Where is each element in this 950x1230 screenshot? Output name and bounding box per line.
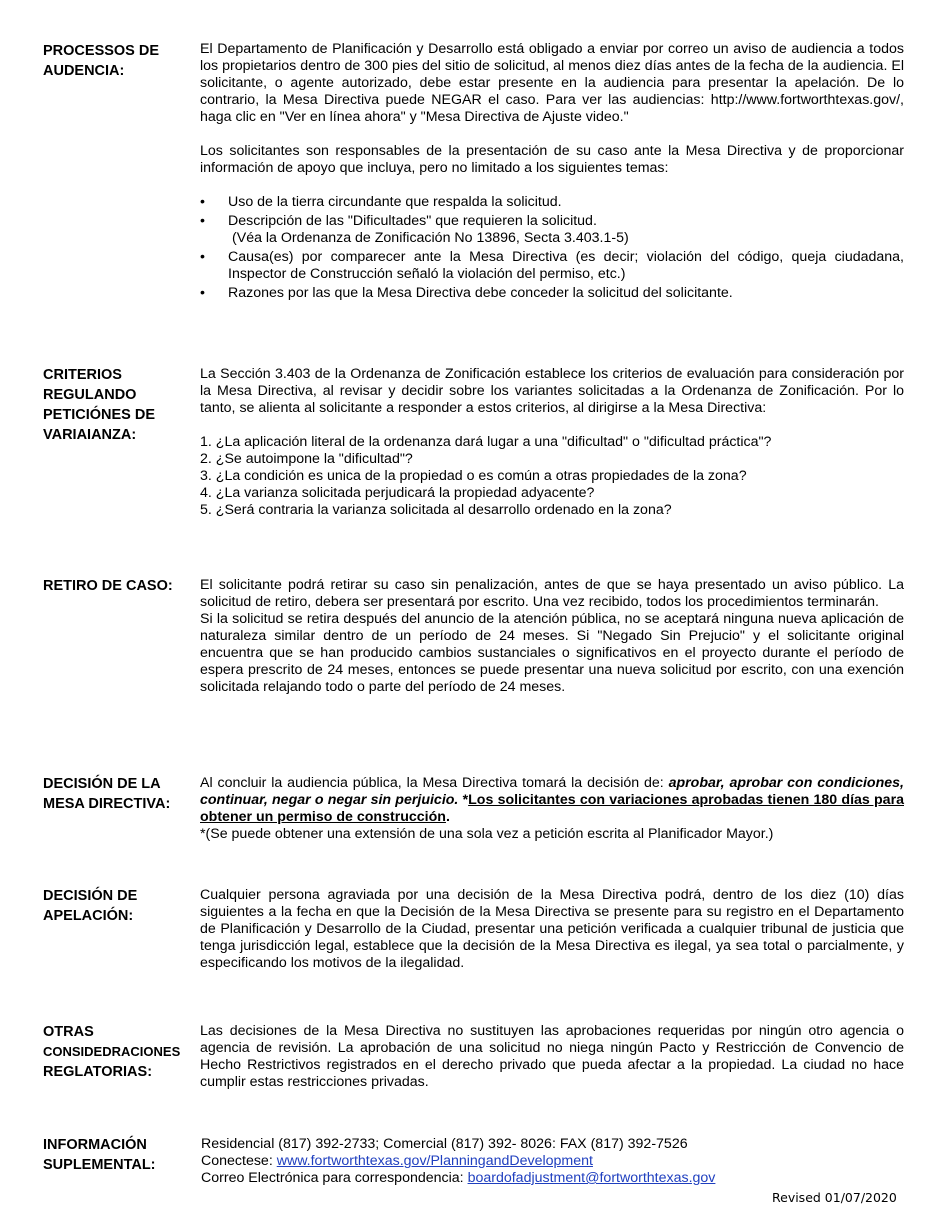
label-line: PETICIÓNES DE	[43, 407, 155, 423]
label-line: INFORMACIÓN	[43, 1137, 147, 1153]
label-line: PROCESSOS DE	[43, 43, 160, 59]
section-body-suplemental	[201, 1136, 905, 1187]
revised-date: Revised 01/07/2020	[772, 1190, 897, 1205]
website-link[interactable]: www.fortworthtexas.gov/PlanningandDevelopment	[276, 1153, 593, 1169]
section-label-retiro	[43, 576, 195, 596]
label-line: APELACIÓN:	[43, 908, 134, 924]
section-body-audiencia	[200, 41, 904, 304]
section-label-audiencia	[43, 41, 195, 81]
list-item-text: Causa(es) por comparecer ante la Mesa Directiva (es decir; violación del código, queja ciudadana, Inspector de Construcción señaló la violación del permiso, etc.)	[228, 249, 904, 282]
list-item: 3. ¿La condición es unica de la propiedad o es común a otras propiedades de la zona?	[200, 468, 747, 484]
bullet-icon: •	[200, 194, 205, 210]
paragraph: Los solicitantes son responsables de la presentación de su caso ante la Mesa Directiva y de proporcionar información de apoyo que incluya, pero no limitado a los siguientes temas:	[200, 143, 904, 176]
decision-intro: Al concluir la audiencia pública, la Mesa Directiva tomará la decisión de:	[200, 775, 669, 791]
list-item	[200, 285, 904, 302]
section-body-apelacion	[200, 887, 904, 972]
paragraph: La Sección 3.403 de la Ordenanza de Zonificación establece los criterios de evaluación para consideración por la Mesa Directiva, al revisar y decidir sobre los variantes solicitadas a la Ordenanza de Zonificación. Por lo tanto, se alienta al solicitante a responder a estos criterios, al dirigirse a la Mesa Directiva:	[200, 366, 904, 416]
section-label-decision	[43, 774, 195, 814]
label-line: REGLATORIAS:	[43, 1064, 153, 1080]
decision-underlined: Los solicitantes con variaciones aprobadas tienen 180 días para obtener un permiso de construcción	[200, 792, 904, 825]
label-line: REGULANDO	[43, 387, 137, 403]
decision-options: aprobar, aprobar con condiciones, continuar, negar o negar sin perjuicio.	[200, 775, 904, 808]
list-item: 2. ¿Se autoimpone la "dificultad"?	[200, 451, 413, 467]
bullet-list	[200, 194, 904, 302]
section-body-criterios	[200, 366, 904, 519]
section-body-decision	[200, 775, 904, 843]
paragraph: Si la solicitud se retira después del anuncio de la atención pública, no se aceptará ninguna nueva aplicación de naturaleza similar dentro de un período de 24 meses. Si "Negado Sin Prejucio" y el solicitante original encuentra que se han producido cambios sustanciales o significativos en el proyecto durante el período de espera prescrito de 24 meses, entonces se puede presentar una nueva solicitud por escrito, con una exención solicitada relajando todo o parte del período de 24 meses.	[200, 611, 904, 695]
website-line	[201, 1153, 905, 1170]
list-item: 5. ¿Será contraria la varianza solicitada al desarrollo ordenado en la zona?	[200, 502, 672, 518]
list-item-text: Descripción de las "Dificultades" que requieren la solicitud.	[228, 213, 597, 229]
list-item-text: Uso de la tierra circundante que respalda la solicitud.	[228, 194, 562, 210]
decision-star: *	[458, 792, 469, 808]
label-line: AUDENCIA:	[43, 63, 125, 79]
paragraph: Las decisiones de la Mesa Directiva no sustituyen las aprobaciones requeridas por ningún otro agencia o agencia de revisión. La aprobación de una solicitud no niega ningún Pacto y Restricción de Convencio de Hecho Restrictivos registrados en el derecho privado que pueda afectar a la propiedad. La ciudad no hace cumplir estas restricciones privadas.	[200, 1023, 904, 1090]
paragraph: El Departamento de Planificación y Desarrollo está obligado a enviar por correo un aviso de audiencia a todos los propietarios dentro de 300 pies del sitio de solicitud, al menos diez días antes de la fecha de la audiencia. El solicitante, o agente autorizado, debe estar presente en la audiencia para presentar la apelación. De lo contrario, la Mesa Directiva puede NEGAR el caso. Para ver las audiencias: http://www.fortworthtexas.gov/, haga clic en "Ver en línea ahora" y "Mesa Directiva de Ajuste video."	[200, 41, 904, 125]
list-item	[200, 213, 904, 247]
website-label: Conectese:	[201, 1153, 277, 1169]
paragraph	[200, 775, 904, 826]
email-link[interactable]: boardofadjustment@fortworthtexas.gov	[467, 1170, 716, 1186]
label-line: MESA DIRECTIVA:	[43, 796, 171, 812]
bullet-icon: •	[200, 213, 205, 229]
phone-line: Residencial (817) 392-2733; Comercial (817) 392- 8026: FAX (817) 392-7526	[201, 1136, 688, 1152]
paragraph: El solicitante podrá retirar su caso sin penalización, antes de que se haya presentado un aviso público. La solicitud de retiro, debera ser presentará por escrito. Una vez recibido, todos los procedimientos terminarán.	[200, 577, 904, 610]
bullet-icon: •	[200, 285, 205, 301]
decision-end: .	[445, 809, 450, 825]
list-item: 4. ¿La varianza solicitada perjudicará la propiedad adyacente?	[200, 485, 595, 501]
numbered-list	[200, 434, 904, 519]
label-line: OTRAS	[43, 1024, 94, 1040]
label-line: VARIAIANZA:	[43, 427, 137, 443]
email-line	[201, 1170, 905, 1187]
bullet-icon: •	[200, 249, 205, 265]
section-label-criterios	[43, 365, 195, 445]
label-line: RETIRO DE CASO:	[43, 578, 173, 594]
label-line: DECISIÓN DE	[43, 888, 138, 904]
label-line: CRITERIOS	[43, 367, 122, 383]
section-body-otras	[200, 1023, 904, 1091]
label-line: DECISIÓN DE LA	[43, 776, 161, 792]
label-line: CONSIDEDRACIONES	[43, 1044, 181, 1059]
section-label-suplemental	[43, 1135, 195, 1175]
section-label-apelacion	[43, 886, 195, 926]
list-item-subtext: (Véa la Ordenanza de Zonificación No 13896, Secta 3.403.1-5)	[232, 230, 629, 246]
paragraph: Cualquier persona agraviada por una decisión de la Mesa Directiva podrá, dentro de los diez (10) días siguientes a la fecha en que la Decisión de la Mesa Directiva se presente para su registro en el Departamento de Planificación y Desarrollo de la Ciudad, presentar una petición verificada a cualquier tribunal de justicia que tenga jurisdicción legal, establece que la decisión de la Mesa Directiva es ilegal, ya sea total o parcialmente, y especificando los motivos de la ilegalidad.	[200, 887, 904, 971]
list-item	[200, 194, 904, 211]
email-label: Correo Electrónica para correspondencia:	[201, 1170, 468, 1186]
section-body-retiro	[200, 577, 904, 696]
label-line: SUPLEMENTAL:	[43, 1157, 156, 1173]
paragraph: *(Se puede obtener una extensión de una sola vez a petición escrita al Planificador Mayor.)	[200, 826, 774, 842]
list-item: 1. ¿La aplicación literal de la ordenanza dará lugar a una "dificultad" o "dificultad práctica"?	[200, 434, 772, 450]
section-label-otras	[43, 1022, 195, 1082]
list-item	[200, 249, 904, 283]
list-item-text: Razones por las que la Mesa Directiva debe conceder la solicitud del solicitante.	[228, 285, 733, 301]
